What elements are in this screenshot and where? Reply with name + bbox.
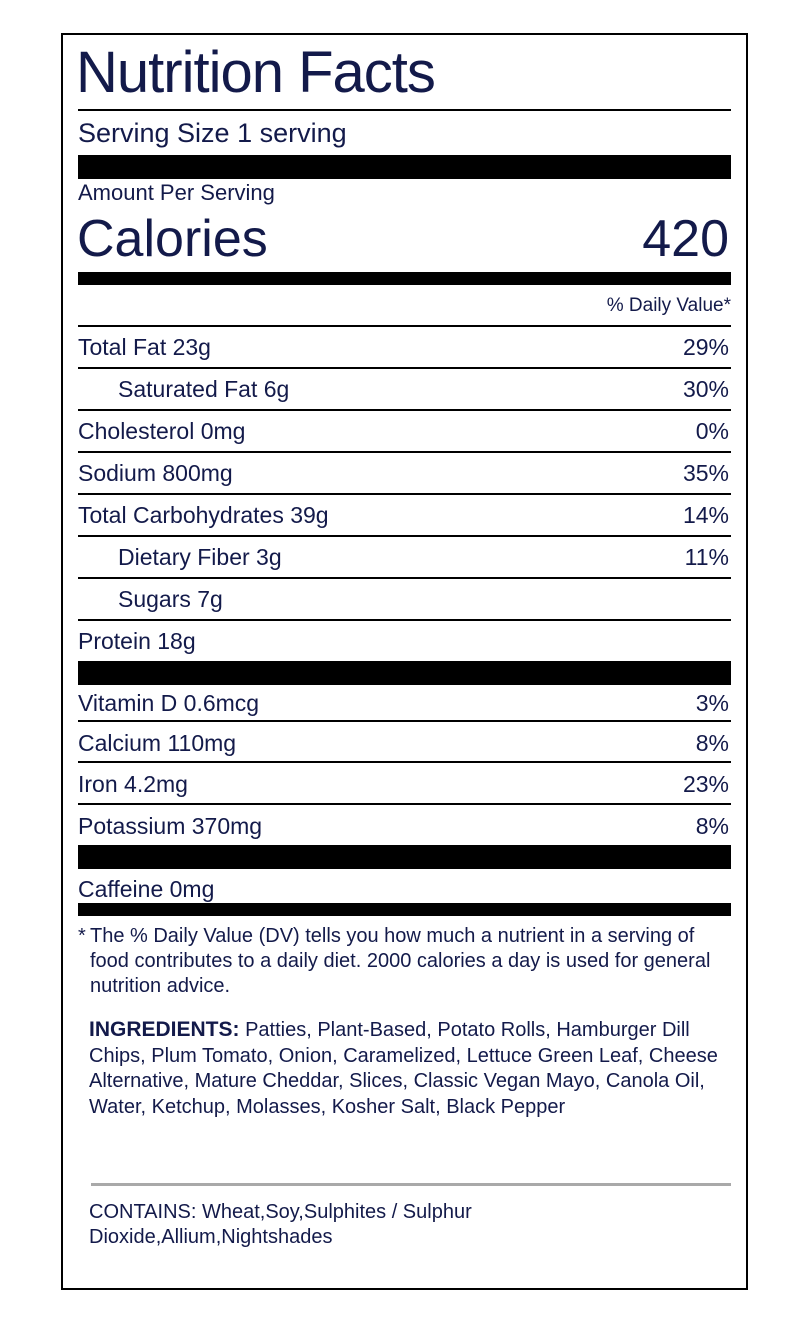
nutrient-row-total-fat [78,327,731,367]
footnote-asterisk: * [78,925,86,947]
nutrient-name: Total Carbohydrates 39g [78,502,329,528]
divider [78,803,731,805]
nutrient-percent: 0% [695,418,729,444]
thick-bar [78,845,731,869]
vitamin-name: Vitamin D 0.6mcg [78,690,260,716]
thick-bar [78,272,731,285]
vitamin-row-vitamin-d [78,683,731,723]
nutrient-row-saturated-fat [78,369,731,409]
vitamin-row-calcium [78,723,731,763]
divider [78,761,731,763]
nutrient-name: Saturated Fat 6g [118,376,290,402]
vitamin-row-potassium [78,806,731,846]
nutrition-label-content [78,35,731,1288]
daily-value-header: % Daily Value* [606,295,731,316]
calories-value: 420 [642,210,729,268]
nutrient-row-cholesterol [78,411,731,451]
footnote-text: The % Daily Value (DV) tells you how much a nutrient in a serving of food contributes to a daily diet. 2000 calories a day is used for general nutrition advice. [90,925,711,997]
vitamin-name: Potassium 370mg [78,813,263,839]
nutrient-percent: 35% [682,460,729,486]
vitamin-percent: 8% [695,730,729,756]
nutrient-name: Sodium 800mg [78,460,233,486]
vitamin-name: Calcium 110mg [78,730,237,756]
vitamin-percent: 23% [682,771,729,797]
vitamin-percent: 8% [695,813,729,839]
label-title: Nutrition Facts [76,40,435,105]
nutrition-label [61,33,748,1290]
nutrient-percent: 14% [682,502,729,528]
ingredients-list: Patties, Plant-Based, Potato Rolls, Hamburger Dill Chips, Plum Tomato, Onion, Caramelized, Lettuce Green Leaf, Cheese Alternative, Mature Cheddar, Slices, Classic Vegan Mayo, Canola Oil, Water, Ketchup, Molasses, Kosher Salt, Black Pepper [89,1019,718,1118]
allergen-statement: CONTAINS: Wheat,Soy,Sulphites / Sulphur Dioxide,Allium,Nightshades [89,1201,472,1248]
divider [78,720,731,722]
nutrient-name: Total Fat 23g [78,334,211,360]
ingredients-section [89,1017,729,1120]
nutrient-name: Protein 18g [78,628,196,654]
calories-label: Calories [77,210,268,268]
nutrient-percent: 30% [682,376,729,402]
calories-row [78,209,731,269]
nutrient-percent: 11% [684,544,729,570]
thick-bar [78,903,731,916]
caffeine-amount: Caffeine 0mg [78,876,215,902]
amount-per-serving: Amount Per Serving [78,180,275,205]
section-divider [91,1183,731,1186]
daily-value-footnote [78,924,738,999]
serving-size: Serving Size 1 serving [78,118,347,148]
nutrient-row-protein [78,621,731,661]
nutrient-row-total-carbohydrates [78,495,731,535]
nutrient-percent: 29% [682,334,729,360]
vitamin-percent: 3% [695,690,729,716]
vitamin-name: Iron 4.2mg [78,771,188,797]
ingredients-heading: INGREDIENTS: [89,1018,240,1041]
divider [78,109,731,111]
nutrient-row-dietary-fiber [78,537,731,577]
nutrient-row-sugars [78,579,731,619]
thick-bar [78,155,731,179]
thick-bar [78,661,731,685]
nutrient-name: Cholesterol 0mg [78,418,246,444]
nutrient-name: Dietary Fiber 3g [118,544,282,570]
vitamin-row-iron [78,764,731,804]
nutrient-row-sodium [78,453,731,493]
nutrient-name: Sugars 7g [118,586,223,612]
